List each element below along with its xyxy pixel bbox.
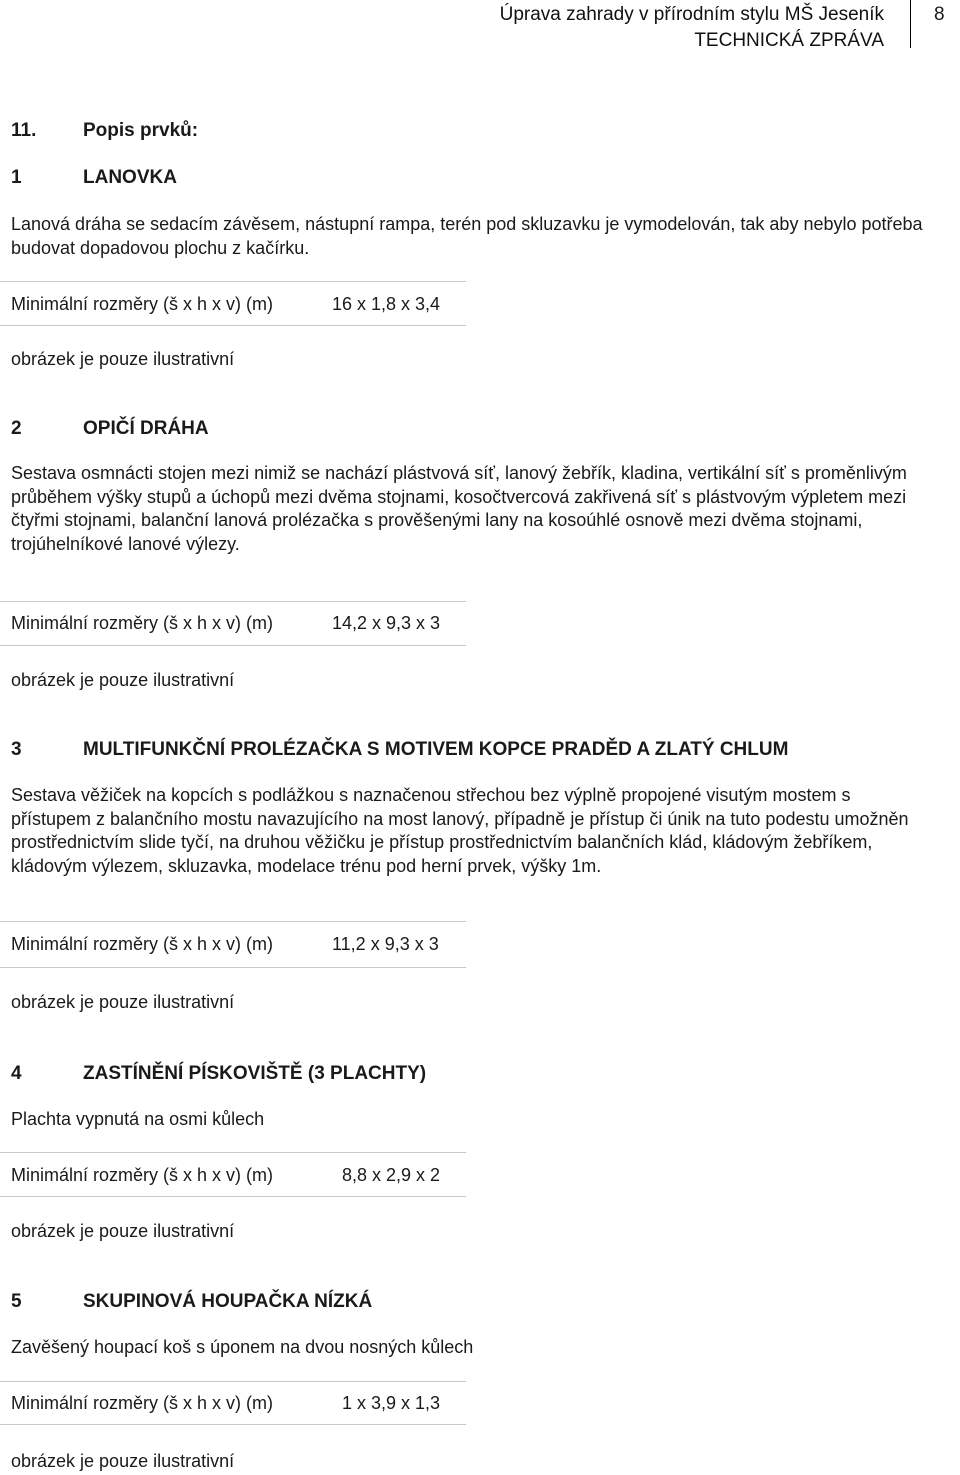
dimension-value: 1 x 3,9 x 1,3 [342,1393,441,1413]
item-description: Sestava věžiček na kopcích s podlážkou s naznačenou střechou bez výplně propojené visutým mostem s přístupem z balančního mostu navazujícího na most lanový, případně je přístup či únik na tuto podestu umožněn prostřednictvím slide tyčí, na druhou věžičku je přístup prostřednictvím balančních klád, kládovým žebříkem, kládovým výlezem, skluzavka, modelace trénu pod herní prvek, výšky 1m. [11,785,909,876]
dimension-value: 11,2 x 9,3 x 3 [332,934,439,954]
item-title: MULTIFUNKČNÍ PROLÉZAČKA S MOTIVEM KOPCE PRADĚD A ZLATÝ CHLUM [83,739,789,760]
dimension-label: Minimální rozměry (š x h x v) (m) [11,613,274,633]
document-subtitle: TECHNICKÁ ZPRÁVA [694,30,884,51]
item-number: 4 [11,1063,22,1084]
illustration-note: obrázek je pouze ilustrativní [11,992,235,1012]
dimension-rule-top [0,921,466,922]
item-description: Sestava osmnácti stojen mezi nimiž se nachází plástvová síť, lanový žebřík, kladina, vertikální síť s proměnlivým průběhem výšky stupů a úchopů mezi dvěma stojnami, kosočtvercová zakřivená síť s plástvovým výpletem mezi čtyřmi stojnami, balanční lanová prolézačka s prověšenými lany na kosoúhlé osnově mezi dvěma stojnami, trojúhelníkové lanové výlezy. [11,463,907,554]
dimension-rule-bottom [0,1424,466,1425]
dimension-value: 14,2 x 9,3 x 3 [332,613,441,633]
dimension-rule-top [0,281,466,282]
item-number: 5 [11,1291,22,1312]
dimension-rule-top [0,1152,466,1153]
illustration-note: obrázek je pouze ilustrativní [11,1221,235,1241]
item-number: 2 [11,418,22,439]
item-number: 3 [11,739,22,760]
dimension-rule-bottom [0,325,466,326]
item-description: Zavěšený houpací koš s úponem na dvou nosných kůlech [11,1337,474,1357]
dimension-rule-bottom [0,967,466,968]
dimension-value: 16 x 1,8 x 3,4 [332,294,441,314]
dimension-label: Minimální rozměry (š x h x v) (m) [11,1393,274,1413]
item-title: ZASTÍNĚNÍ PÍSKOVIŠTĚ (3 PLACHTY) [83,1063,427,1084]
section-title: Popis prvků: [83,120,199,141]
item-description: Plachta vypnutá na osmi kůlech [11,1109,265,1129]
illustration-note: obrázek je pouze ilustrativní [11,1451,235,1471]
item-title: LANOVKA [83,167,177,188]
dimension-label: Minimální rozměry (š x h x v) (m) [11,1165,274,1185]
document-title: Úprava zahrady v přírodním stylu MŠ Jeseník [499,4,884,25]
dimension-rule-bottom [0,645,466,646]
document-header [500,2,884,54]
page-number: 8 [934,4,945,25]
header-divider [910,0,911,48]
dimension-rule-bottom [0,1196,466,1197]
dimension-value: 8,8 x 2,9 x 2 [342,1165,441,1185]
dimension-label: Minimální rozměry (š x h x v) (m) [11,934,274,954]
item-title: OPIČÍ DRÁHA [83,418,209,439]
dimension-rule-top [0,1381,466,1382]
item-title: SKUPINOVÁ HOUPAČKA NÍZKÁ [83,1291,373,1312]
illustration-note: obrázek je pouze ilustrativní [11,349,235,369]
item-description: Lanová dráha se sedacím závěsem, nástupní rampa, terén pod skluzavku je vymodelován, tak aby nebylo potřeba budovat dopadovou plochu z kačírku. [11,214,923,258]
item-number: 1 [11,167,22,188]
dimension-rule-top [0,601,466,602]
illustration-note: obrázek je pouze ilustrativní [11,670,235,690]
section-number: 11. [11,120,37,141]
dimension-label: Minimální rozměry (š x h x v) (m) [11,294,274,314]
